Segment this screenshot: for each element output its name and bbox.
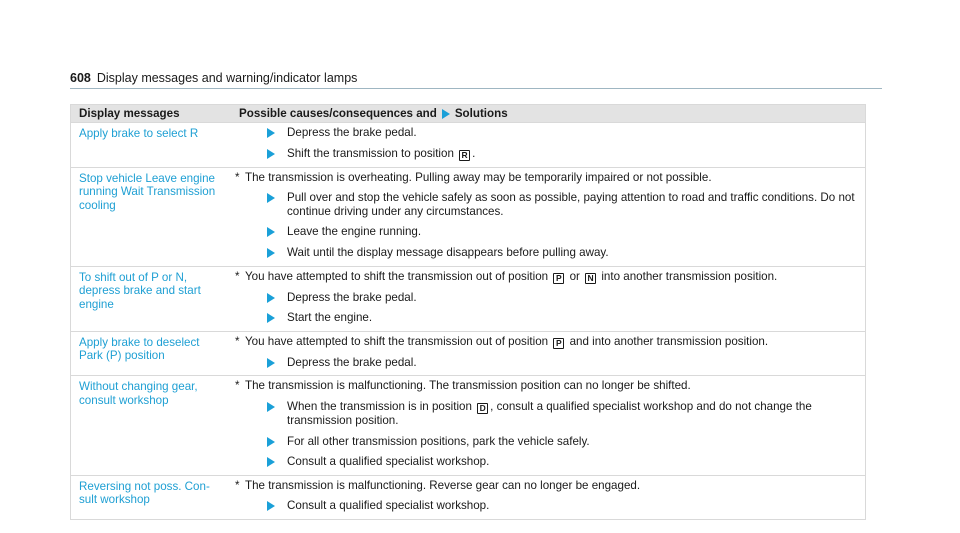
step-arrow-icon: [267, 313, 275, 323]
causes-solutions: [231, 332, 865, 376]
footnote-star: *: [235, 478, 240, 492]
causes-solutions: [231, 376, 865, 474]
gear-d-symbol-icon: D: [477, 403, 488, 414]
page-number: 608: [70, 71, 91, 85]
solution-text: Depress the brake pedal.: [287, 290, 417, 304]
causes-solutions: [231, 123, 865, 167]
table-row: [71, 331, 865, 376]
cause-line: [235, 171, 857, 185]
step-arrow-icon: [267, 193, 275, 203]
step-arrow-icon: [267, 149, 275, 159]
solution-text: When the transmission is in position D , consult a qualified specialist workshop and do not change the transmission position.: [287, 399, 812, 427]
gear-p-symbol-icon: P: [553, 273, 564, 284]
cause-line: [235, 479, 857, 493]
causes-solutions: [231, 168, 865, 266]
solution-text: Consult a qualified specialist workshop.: [287, 455, 490, 469]
step-arrow-icon: [267, 501, 275, 511]
solution-step: [267, 147, 857, 161]
solution-text: Leave the engine running.: [287, 225, 422, 239]
step-arrow-icon: [267, 128, 275, 138]
page-title: Display messages and warning/indicator lamps: [96, 71, 358, 85]
header-rule: [70, 88, 882, 89]
causes-solutions: [231, 267, 865, 331]
table-row: [71, 475, 865, 519]
cause-text: The transmission is malfunctioning. The transmission position can no longer be shifted.: [245, 379, 691, 393]
step-arrow-icon: [267, 457, 275, 467]
cause-text: The transmission is malfunctioning. Reverse gear can no longer be engaged.: [245, 478, 641, 492]
step-arrow-icon: [267, 437, 275, 447]
solution-step: [267, 126, 857, 140]
display-message: Apply brake to select R: [79, 127, 199, 140]
table-row: [71, 167, 865, 266]
solution-step: [267, 435, 857, 449]
cause-line: [235, 270, 857, 284]
display-message: Stop vehicle Leave engine running Wait Transmission cooling: [79, 171, 216, 212]
footnote-star: *: [235, 334, 240, 348]
solution-text: Shift the transmission to position R .: [287, 146, 476, 160]
col-header-causes: [231, 105, 865, 122]
footnote-star: *: [235, 170, 240, 184]
solution-step: [267, 455, 857, 469]
solution-step: [267, 246, 857, 260]
gear-n-symbol-icon: N: [585, 273, 596, 284]
gear-r-symbol-icon: R: [459, 150, 470, 161]
step-arrow-icon: [267, 358, 275, 368]
cause-text: You have attempted to shift the transmission out of position P and into another transmission position.: [245, 334, 769, 348]
cause-line: [235, 335, 857, 349]
step-arrow-icon: [267, 293, 275, 303]
solution-step: [267, 356, 857, 370]
table-row: [71, 122, 865, 167]
step-arrow-icon: [267, 227, 275, 237]
display-messages-table: [70, 104, 866, 520]
solution-text: Depress the brake pedal.: [287, 126, 417, 139]
solution-step: [267, 400, 857, 428]
solution-step: [267, 311, 857, 325]
display-message: Without changing gear, consult workshop: [79, 380, 198, 407]
solution-step: [267, 225, 857, 239]
display-message: Reversing not poss. Con- sult workshop: [79, 479, 210, 507]
solution-step: [267, 191, 857, 218]
cause-text: You have attempted to shift the transmission out of position P or N into another transmission position.: [245, 269, 778, 283]
cause-line: [235, 379, 857, 393]
table-row: [71, 375, 865, 474]
gear-p-symbol-icon: P: [553, 338, 564, 349]
footnote-star: *: [235, 269, 240, 283]
solution-text: Pull over and stop the vehicle safely as soon as possible, paying attention to road and traffic conditions. Do not continue driving under any circumstances.: [287, 191, 855, 218]
step-arrow-icon: [267, 402, 275, 412]
col-header-solutions-text: Solutions: [454, 107, 508, 120]
step-arrow-icon: [267, 248, 275, 258]
solution-text: Wait until the display message disappears before pulling away.: [287, 245, 609, 259]
solution-arrow-icon: [442, 109, 450, 119]
cause-text: The transmission is overheating. Pulling away may be temporarily impaired or not possible.: [245, 170, 712, 184]
footnote-star: *: [235, 379, 240, 393]
col-header-messages: Display messages: [79, 107, 180, 120]
col-header-causes-text: Possible causes/consequences and: [239, 107, 437, 120]
display-message: Apply brake to deselect Park (P) position: [79, 335, 200, 363]
solution-step: [267, 499, 857, 513]
page-header: [70, 70, 882, 86]
solution-step: [267, 291, 857, 305]
table-row: [71, 266, 865, 331]
display-message: To shift out of P or N, depress brake and start engine: [79, 270, 201, 311]
causes-solutions: [231, 476, 865, 519]
table-header: [71, 105, 865, 122]
solution-text: For all other transmission positions, park the vehicle safely.: [287, 434, 590, 448]
solution-text: Depress the brake pedal.: [287, 355, 417, 369]
solution-text: Consult a qualified specialist workshop.: [287, 499, 490, 513]
solution-text: Start the engine.: [287, 311, 373, 325]
